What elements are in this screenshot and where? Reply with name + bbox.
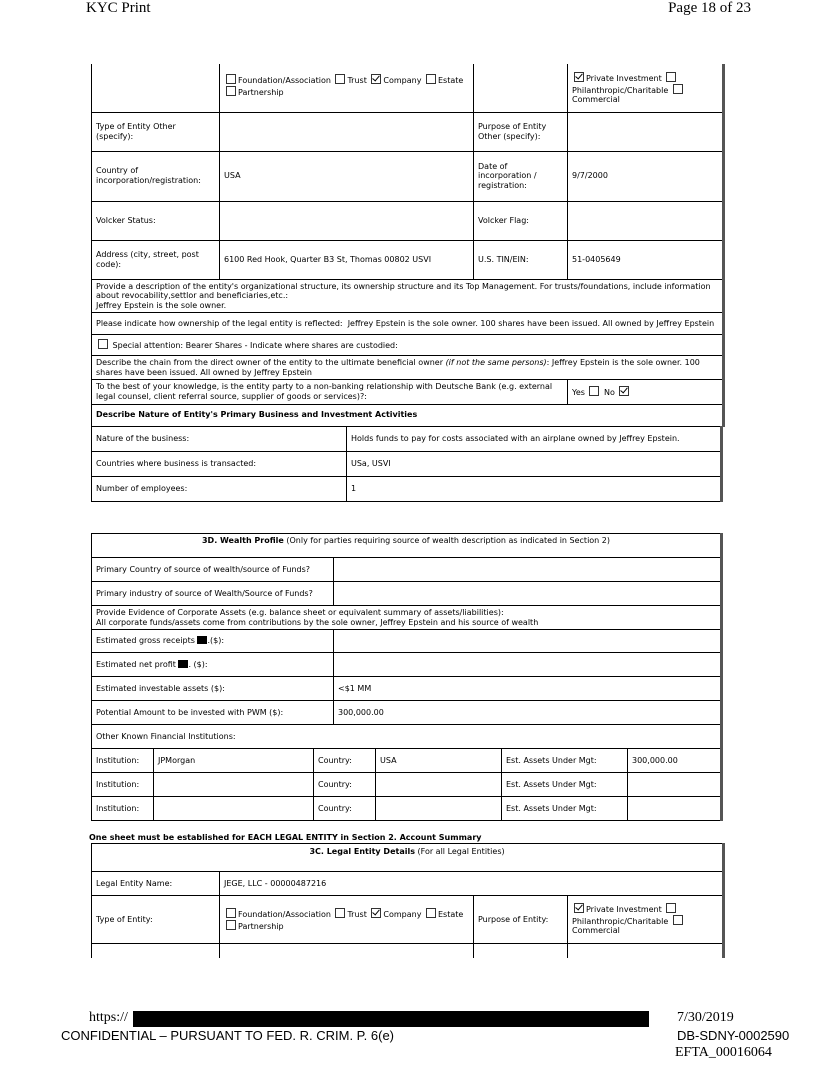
purpose-of-entity-options: Private Investment Philanthropic/Charitable Commercial <box>568 896 724 944</box>
address-value: 6100 Red Hook, Quarter B3 St, Thomas 00802 USVI <box>220 240 474 279</box>
checkbox-philanthropic[interactable] <box>666 903 676 913</box>
legal-title: 3C. Legal Entity Details (For all Legal Entities) <box>92 844 724 872</box>
redaction-box <box>133 1011 649 1027</box>
description-cell: Provide a description of the entity's organizational structure, its ownership structure and its Top Management. For trusts/foundations, include information about revocability,settlor and beneficiaries,etc.: Jeffrey Epstein is the sole owner. <box>92 279 724 313</box>
redaction-box <box>197 636 207 644</box>
checkbox-trust[interactable] <box>335 908 345 918</box>
volcker-status-value <box>220 201 474 240</box>
primary-industry-value <box>334 582 722 606</box>
date-value: 9/7/2000 <box>568 151 724 201</box>
section-note: One sheet must be established for EACH LEGAL ENTITY in Section 2. Account Summary <box>89 833 482 842</box>
checkbox-company[interactable] <box>371 908 381 918</box>
institution-row: Institution: Country: Est. Assets Under Mgt: <box>92 773 722 797</box>
page-number: Page 18 of 23 <box>668 0 751 16</box>
type-other-value <box>220 112 474 151</box>
gross-receipts-label: Estimated gross receipts .($): <box>92 630 334 653</box>
employees-label: Number of employees: <box>92 476 347 501</box>
institution-country: USA <box>376 749 502 773</box>
purpose-other-value <box>568 112 724 151</box>
footer-bates: DB-SDNY-0002590 <box>677 1028 790 1043</box>
entity-details-table: Foundation/Association Trust Company Estate Partnership Private Investment Philanthropic/Charitable Commercial Type of Entity Other (specify): Purpose of Entity Other (specify): Country of incorporation/registration: USA Date of incorporation / registration: 9/7/2000 Volcker Status: Volcker Flag: Address (city, street, post code): 6100 Red Hook, Quarter B3 St, Thomas 00802 USVI U.S. TIN/EIN: 51-0405649 Provide a description of the entity's organizational structure, its ownership structure and its Top Management. For trusts/foundations, include information about revocability,settlor and beneficiaries,etc.: Jeffrey Epstein is the sole owner. Please indicate how ownership of the legal entity is reflected: Jeffrey Epstein is the sole owner. 100 shares have been issued. All owned by Jeffrey Epstein Special attention: Bearer Shares - Indicate where shares are custodied: Describe the chain from the direct owner of the entity to the ultimate beneficial owner (if not the same persons): Jeffrey Epstein is the sole owner. 100 shares have been issued. All owned by Jeffrey Epstein To the best of your knowledge, is the entity party to a non-banking relationship with Deutsche Bank (e.g. external legal counsel, client referral source, supplier of goods or services)?: Yes No Describe Nature of Entity's Primary Business and Investment Activities Nature of the business: Holds funds to pay for costs associated with an airplane owned by Jeffrey Epstein. Countries where business is transacted: USa, USVI Number of employees: 1 <box>91 64 723 502</box>
date-label: Date of incorporation / registration: <box>474 151 568 201</box>
institution-name: JPMorgan <box>154 749 314 773</box>
institution-name <box>154 773 314 797</box>
wealth-title: 3D. Wealth Profile (Only for parties requiring source of wealth description as indicated in Section 2) <box>92 534 722 558</box>
checkbox-private-investment[interactable] <box>574 903 584 913</box>
checkbox-philanthropic[interactable] <box>666 72 676 82</box>
volcker-flag-value <box>568 201 724 240</box>
checkbox-bearer-shares[interactable] <box>98 339 108 349</box>
wealth-profile-table <box>91 533 723 821</box>
primary-country-label: Primary Country of source of wealth/source of Funds? <box>92 558 334 582</box>
purpose-of-entity-label: Purpose of Entity: <box>474 896 568 944</box>
institution-country <box>376 797 502 821</box>
checkbox-foundation[interactable] <box>226 908 236 918</box>
checkbox-estate[interactable] <box>426 908 436 918</box>
evidence-cell: Provide Evidence of Corporate Assets (e.g. balance sheet or equivalent summary of assets/liabilities): All corporate funds/assets come from contributions by the sole owner, Jeffrey Epstein and his source of wealth <box>92 606 722 630</box>
net-profit-value <box>334 653 722 677</box>
potential-value: 300,000.00 <box>334 701 722 725</box>
countries-label: Countries where business is transacted: <box>92 451 347 476</box>
primary-country-value <box>334 558 722 582</box>
legal-name-label: Legal Entity Name: <box>92 872 220 896</box>
legal-entity-table <box>91 843 723 958</box>
institution-aum <box>628 773 722 797</box>
checkbox-yes[interactable] <box>589 386 599 396</box>
checkbox-estate[interactable] <box>426 74 436 84</box>
address-label: Address (city, street, post code): <box>92 240 220 279</box>
footer-confidential: CONFIDENTIAL – PURSUANT TO FED. R. CRIM. P. 6(e) <box>61 1028 395 1043</box>
net-profit-label: Estimated net profit . ($): <box>92 653 334 677</box>
footer-url: https:// <box>89 1010 128 1025</box>
purpose-other-label: Purpose of Entity Other (specify): <box>474 112 568 151</box>
checkbox-trust[interactable] <box>335 74 345 84</box>
checkbox-foundation[interactable] <box>226 74 236 84</box>
institution-country <box>376 773 502 797</box>
institution-aum: 300,000.00 <box>628 749 722 773</box>
checkbox-no[interactable] <box>619 386 629 396</box>
investable-value: <$1 MM <box>334 677 722 701</box>
footer-url-bar <box>89 1010 649 1027</box>
nature-label: Nature of the business: <box>92 426 347 451</box>
footer-efta: EFTA_00016064 <box>675 1045 772 1060</box>
employees-value: 1 <box>347 476 722 501</box>
nature-value: Holds funds to pay for costs associated with an airplane owned by Jeffrey Epstein. <box>347 426 722 451</box>
primary-industry-label: Primary industry of source of Wealth/Source of Funds? <box>92 582 334 606</box>
bearer-shares-cell: Special attention: Bearer Shares - Indicate where shares are custodied: <box>92 335 724 356</box>
potential-label: Potential Amount to be invested with PWM ($): <box>92 701 334 725</box>
redaction-box <box>178 660 188 668</box>
tin-value: 51-0405649 <box>568 240 724 279</box>
nature-heading: Describe Nature of Entity's Primary Business and Investment Activities <box>92 404 724 426</box>
footer-date: 7/30/2019 <box>677 1010 734 1025</box>
checkbox-company[interactable] <box>371 74 381 84</box>
checkbox-private-investment[interactable] <box>574 72 584 82</box>
checkbox-commercial[interactable] <box>673 915 683 925</box>
header-title: KYC Print <box>86 0 151 16</box>
chain-cell: Describe the chain from the direct owner of the entity to the ultimate beneficial owner (if not the same persons): Jeffrey Epstein is the sole owner. 100 shares have been issued. All owned by Jeffrey Epstein <box>92 356 724 380</box>
type-of-entity-label: Type of Entity: <box>92 896 220 944</box>
institution-aum <box>628 797 722 821</box>
country-label: Country of incorporation/registration: <box>92 151 220 201</box>
institution-row: Institution: Country: Est. Assets Under Mgt: <box>92 797 722 821</box>
gross-receipts-value <box>334 630 722 653</box>
legal-name-value: JEGE, LLC - 00000487216 <box>220 872 724 896</box>
volcker-flag-label: Volcker Flag: <box>474 201 568 240</box>
checkbox-commercial[interactable] <box>673 84 683 94</box>
country-value: USA <box>220 151 474 201</box>
institution-row: Institution: JPMorgan Country: USA Est. Assets Under Mgt: 300,000.00 <box>92 749 722 773</box>
type-of-entity-options: Foundation/Association Trust Company Estate Partnership <box>220 896 474 944</box>
type-other-label: Type of Entity Other (specify): <box>92 112 220 151</box>
institution-name <box>154 797 314 821</box>
volcker-status-label: Volcker Status: <box>92 201 220 240</box>
relationship-answer: Yes No <box>568 380 724 404</box>
checkbox-partnership[interactable] <box>226 86 236 96</box>
tin-label: U.S. TIN/EIN: <box>474 240 568 279</box>
investable-label: Estimated investable assets ($): <box>92 677 334 701</box>
checkbox-partnership[interactable] <box>226 920 236 930</box>
relationship-question: To the best of your knowledge, is the entity party to a non-banking relationship with Deutsche Bank (e.g. external legal counsel, client referral source, supplier of goods or services)?: <box>92 380 568 404</box>
countries-value: USa, USVI <box>347 451 722 476</box>
ownership-cell: Please indicate how ownership of the legal entity is reflected: Jeffrey Epstein is the sole owner. 100 shares have been issued. All owned by Jeffrey Epstein <box>92 313 724 335</box>
other-institutions-label: Other Known Financial Institutions: <box>92 725 722 749</box>
